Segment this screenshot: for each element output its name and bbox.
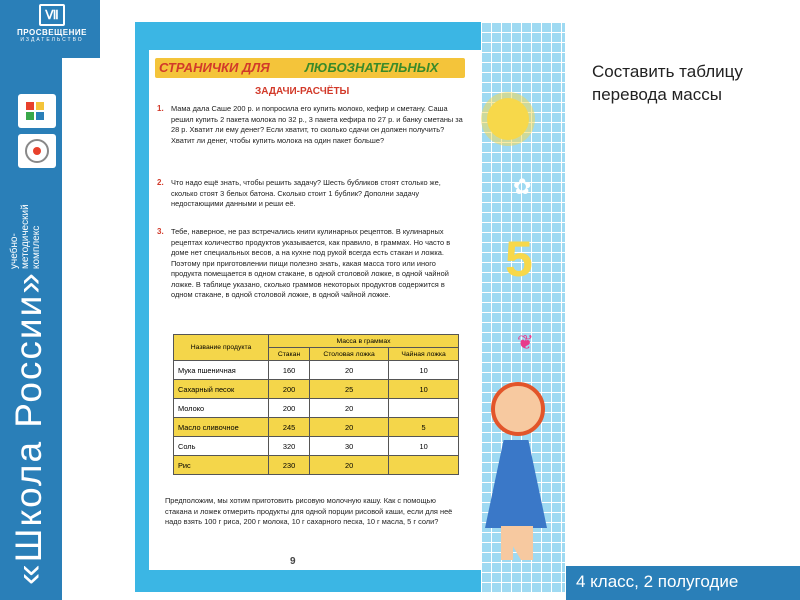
textbook-page [135,22,565,592]
glass-value: 230 [269,456,310,475]
glass-value: 245 [269,418,310,437]
product-name: Сахарный песок [174,380,269,399]
closing-problem-text: Предположим, мы хотим приготовить рисовую молочную кашу. Как с помощью стакана и ложек отмерить продукты для одной порции рисовой каши, если для неё надо взять 100 г риса, 200 г молока, 10 г сахарного песка, 10 г масла, 5 г соли? [165,496,453,526]
problem-number: 3. [157,227,164,236]
col-header-glass: Стакан [269,348,310,361]
logo-subtext: ИЗДАТЕЛЬСТВО [20,37,84,43]
girl-illustration-head [491,382,545,436]
tablespoon-value: 25 [310,380,389,399]
tablespoon-value: 20 [310,418,389,437]
sun-icon [487,98,529,140]
publisher-header [0,0,100,58]
teaspoon-value [389,399,459,418]
product-name: Масло сливочное [174,418,269,437]
umk-line: методический [20,204,31,269]
butterfly-icon: ❦ [517,332,534,354]
table-row [174,437,459,456]
tablespoon-value: 20 [310,456,389,475]
publisher-logo [4,4,100,50]
banner-left-text: СТРАНИЧКИ ДЛЯ [159,60,270,75]
banner-right-text: ЛЮБОЗНАТЕЛЬНЫХ [305,60,439,75]
problem-text: Что надо ещё знать, чтобы решить задачу? Шесть бубликов стоят столько же, сколько стоят 3 белых батона. Сколько стоит 1 бублик? Дополни задачу недостающими данными и реши её. [171,178,441,208]
series-title: «Школа России» [8,271,49,585]
teaspoon-value: 5 [389,418,459,437]
glass-value: 200 [269,399,310,418]
teaspoon-value: 10 [389,361,459,380]
mass-table [173,334,459,475]
product-name: Рис [174,456,269,475]
table-row [174,399,459,418]
umk-label [9,199,57,269]
logo-text: ПРОСВЕЩЕНИЕ [17,28,87,37]
teaspoon-value: 10 [389,437,459,456]
col-header-mass: Масса в граммах [269,335,459,348]
problem-number: 2. [157,178,164,187]
flower-icon: ✿ [513,174,532,199]
col-header-teaspoon: Чайная ложка [389,348,459,361]
teaspoon-value: 10 [389,380,459,399]
table-row [174,380,459,399]
teaspoon-value [389,456,459,475]
section-banner [155,58,465,78]
series-emblem-icon [18,94,56,128]
product-name: Молоко [174,399,269,418]
table-row [174,418,459,437]
problem-number: 1. [157,104,164,113]
col-header-tablespoon: Столовая ложка [310,348,389,361]
glass-value: 200 [269,380,310,399]
slide-title: Составить таблицу перевода массы [592,62,743,104]
glass-value: 320 [269,437,310,456]
problem-text: Тебе, наверное, не раз встречались книги кулинарных рецептов. В кулинарных рецептах количество продуктов указывается, как правило, в граммах. Но часто в доме нет специальных весов, а на кухне под рукой всегда есть стакан и ложка. Поэтому при приготовлении пищи полезно знать, какая масса того или иного продукта помещается в одном стакане, в одной столовой ложке, в одной чайной ложке. В таблице указано, сколько граммов некоторых продуктов содержится в одном стакане, в одной столовой ложке, в одной чайной ложке. [171,227,451,299]
section-subheading: ЗАДАЧИ-РАСЧЁТЫ [255,86,350,97]
disc-icon [18,134,56,168]
tablespoon-value: 20 [310,399,389,418]
product-name: Соль [174,437,269,456]
tablespoon-value: 30 [310,437,389,456]
umk-line: учебно- [9,233,20,269]
glass-value: 160 [269,361,310,380]
page-number: 9 [290,556,296,567]
product-name: Мука пшеничная [174,361,269,380]
grade-label: 4 класс, 2 полугодие [576,572,739,591]
footer-bar [566,566,800,600]
col-header-product: Название продукта [174,335,269,361]
table-row [174,361,459,380]
number-five-illustration: 5 [505,231,533,287]
table-row [174,456,459,475]
tablespoon-value: 20 [310,361,389,380]
logo-mark-icon: Ⅶ [39,4,65,26]
problem-text: Мама дала Саше 200 р. и попросила его купить молоко, кефир и сметану. Саша решил купить 2 пакета молока по 32 р., 3 пакета кефира по 27 р. и банку сметаны за 28 р. Хватит ли ему денег? Если хватит, то сколько сдачи он должен получить? Хватит ли денег, чтобы купить молока на один пакет больше? [171,104,463,145]
umk-line: комплекс [31,225,42,269]
